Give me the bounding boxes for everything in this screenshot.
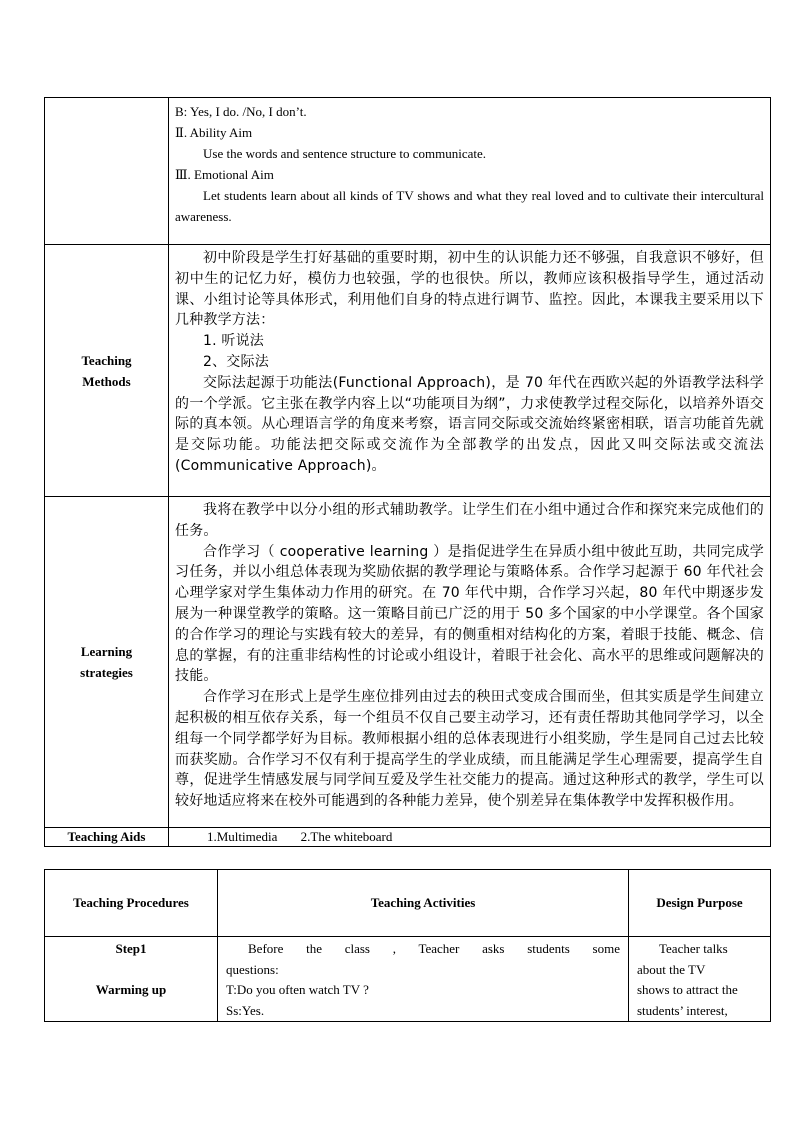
- purpose-line-4: students’ interest,: [637, 1002, 728, 1018]
- step1-title: Step1: [115, 941, 147, 956]
- teaching-methods-content: [169, 245, 771, 497]
- objectives-content: [169, 98, 771, 245]
- method-item-2: 2、交际法: [203, 353, 269, 370]
- strategies-paragraph-3: 合作学习在形式上是学生座位排列由过去的秧田式变成合围而坐，但其实质是学生间建立起积极的相互依存关系，每一个组员不仅自己要主动学习，还有责任帮助其他同学学习，以全组每一个同学都学好为目标。教师根据小组的总体表现进行小组奖励，学生是同自己过去比较而获奖励。合作学习不仅有利于提高学生的学业成绩，而且能满足学生心理需要，提高学生自尊，促进学生情感发展与同学间互爱及学生社交能力的提高。通过这种形式的教学，学生可以较好地适应将来在校外可能遇到的各种能力差异，使个别差异在集体教学中发挥积极作用。: [175, 689, 764, 810]
- communicative-approach-paragraph: 交际法起源于功能法(Functional Approach)，是 70 年代在西欧兴起的外语教学法科学的一个学派。它主张在教学内容上以“功能项目为纲”，力求使教学过程交际化，以培养外语交际的真本领。从心理语言学的角度来考察，语言同交际或交流始终紧密相联，语言功能首先就是交际功能。功能法把交际或交流作为全部教学的出发点，因此又叫交际法或交流法(Communicative Approach)。: [175, 374, 764, 474]
- lesson-plan-table: [44, 97, 771, 847]
- procedures-header-row: [45, 870, 771, 937]
- teaching-aids-row: [45, 828, 771, 847]
- ability-aim-text: Use the words and sentence structure to communicate.: [203, 146, 487, 161]
- activity-line-2: questions:: [226, 961, 279, 977]
- teaching-methods-label: [45, 245, 169, 497]
- methods-label-line1: Teaching: [81, 352, 132, 368]
- strategies-paragraph-1: 我将在教学中以分小组的形式辅助教学。让学生们在小组中通过合作和探究来完成他们的任务。: [175, 502, 764, 539]
- step1-name: Warming up: [95, 982, 167, 997]
- strategies-label-line2: strategies: [80, 665, 133, 680]
- step1-row: [45, 937, 771, 1022]
- dialogue-answer: B: Yes, I do. /No, I don’t.: [175, 104, 307, 119]
- learning-strategies-label: [45, 497, 169, 828]
- emotional-aim-text: Let students learn about all kinds of TV shows and what they real loved and to cultivate their intercultural awareness.: [175, 188, 764, 224]
- ability-aim-heading: Ⅱ. Ability Aim: [175, 125, 253, 140]
- aid-multimedia: 1.Multimedia: [207, 829, 278, 844]
- purpose-line-2: about the TV: [637, 961, 706, 977]
- methods-paragraph: 初中阶段是学生打好基础的重要时期，初中生的认识能力还不够强，自我意识不够好，但初中生的记忆力好，模仿力也较强，学的也很快。所以，教师应该积极指导学生，通过活动课、小组讨论等具体形式，利用他们自身的特点进行调节、监控。因此，本课我主要采用以下几种教学方法：: [175, 250, 764, 329]
- purpose-line-3: shows to attract the: [637, 982, 738, 997]
- header-teaching-procedures: Teaching Procedures: [45, 870, 218, 937]
- procedures-table: [44, 869, 771, 1022]
- teaching-aids-label: Teaching Aids: [45, 828, 169, 847]
- strategies-paragraph-2: 合作学习（ cooperative learning ）是指促进学生在异质小组中彼此互助，共同完成学习任务，并以小组总体表现为奖励依据的教学理论与策略体系。合作学习起源于 60 年代社会心理学家对学生集体动力作用的研究。在 70 年代中期，合作学习兴起，80 年代中期逐步发展为一种课堂教学的策略。这一策略目前已广泛的用于 50 多个国家的中小学课堂。各个国家的合作学习的理论与实践有较大的差异，有的侧重相对结构化的方案，着眼于技能、概念、信息的掌握，有的注重非结构性的讨论或小组设计，着眼于社会化、高水平的思维或问题解决的技能。: [175, 543, 764, 685]
- teaching-aids-content: [169, 828, 771, 847]
- header-teaching-activities: Teaching Activities: [218, 870, 629, 937]
- emotional-aim-heading: Ⅲ. Emotional Aim: [175, 167, 274, 182]
- header-design-purpose: Design Purpose: [629, 870, 771, 937]
- step1-activities: [218, 937, 629, 1022]
- step1-purpose: [629, 937, 771, 1022]
- teaching-methods-row: [45, 245, 771, 497]
- activity-line-4: Ss:Yes.: [226, 1002, 265, 1018]
- activity-line-1: Before the class , Teacher asks students some: [248, 941, 620, 956]
- learning-strategies-content: [169, 497, 771, 828]
- methods-label-line2: Methods: [82, 373, 131, 389]
- method-item-1: 1. 听说法: [203, 333, 265, 350]
- aid-whiteboard: 2.The whiteboard: [300, 829, 393, 844]
- objectives-label-cell: [45, 98, 169, 245]
- strategies-label-line1: Learning: [80, 644, 133, 659]
- activity-line-3: T:Do you often watch TV ?: [226, 982, 369, 997]
- step1-cell: [45, 937, 218, 1022]
- purpose-line-1: Teacher talks: [659, 941, 728, 956]
- objectives-row: [45, 98, 771, 245]
- learning-strategies-row: [45, 497, 771, 828]
